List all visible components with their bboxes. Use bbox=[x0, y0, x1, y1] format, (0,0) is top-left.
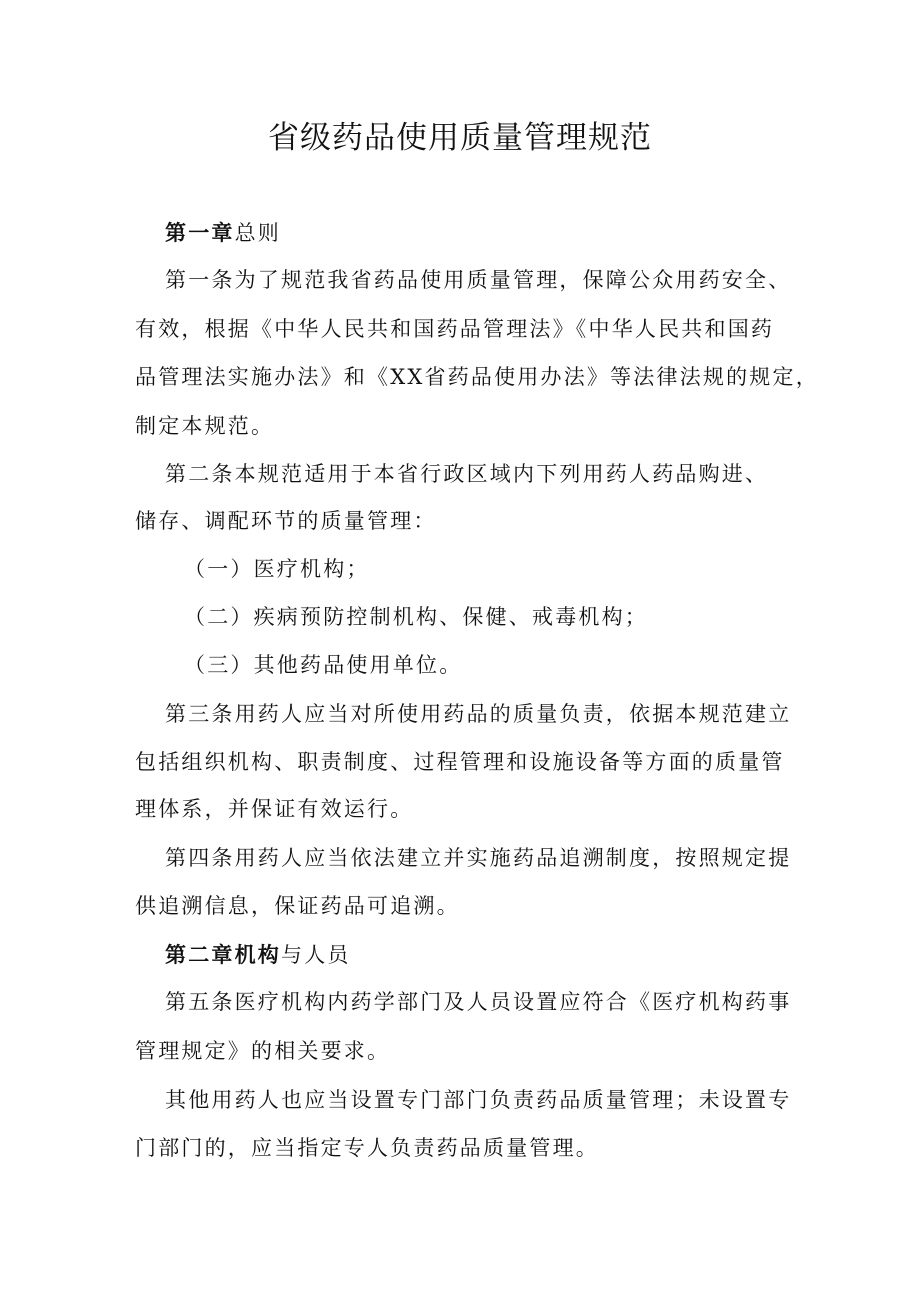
chapter1-heading bbox=[165, 222, 281, 244]
document-title: 省级药品使用质量管理规范 bbox=[268, 120, 652, 156]
para-other-line1: 其他用药人也应当设置专门部门负责药品质量管理；未设置专 bbox=[165, 1088, 792, 1112]
chapter2-heading bbox=[165, 944, 351, 966]
article1-line1: 第一条为了规范我省药品使用质量管理，保障公众用药安全、 bbox=[165, 268, 792, 292]
chapter1-heading-rest: 总则 bbox=[234, 221, 282, 245]
para-other-line2: 门部门的，应当指定专人负责药品质量管理。 bbox=[135, 1136, 599, 1160]
article2-item1: （一）医疗机构； bbox=[184, 557, 370, 581]
article2-line2: 储存、调配环节的质量管理： bbox=[135, 509, 437, 533]
article5-line1: 第五条医疗机构内药学部门及人员设置应符合《医疗机构药事 bbox=[165, 990, 792, 1014]
chapter1-heading-bold: 第一章 bbox=[165, 220, 235, 245]
article3-line1: 第三条用药人应当对所使用药品的质量负责，依据本规范建立 bbox=[165, 702, 792, 726]
article2-item2: （二）疾病预防控制机构、保健、戒毒机构； bbox=[184, 605, 648, 629]
article4-line2: 供追溯信息，保证药品可追溯。 bbox=[135, 894, 460, 918]
article3-line2: 包括组织机构、职责制度、过程管理和设施设备等方面的质量管 bbox=[135, 750, 785, 774]
chapter2-heading-bold: 第二章机构 bbox=[165, 942, 281, 967]
article5-line2: 管理规定》的相关要求。 bbox=[135, 1039, 391, 1063]
chapter2-heading-rest: 与人员 bbox=[281, 943, 351, 967]
article1-line2: 有效，根据《中华人民共和国药品管理法》《中华人民共和国药 bbox=[135, 317, 775, 341]
article2-item3: （三）其他药品使用单位。 bbox=[184, 653, 463, 677]
article2-line1: 第二条本规范适用于本省行政区域内下列用药人药品购进、 bbox=[165, 462, 769, 486]
article1-line4: 制定本规范。 bbox=[135, 414, 275, 438]
article1-line3: 品管理法实施办法》和《XX省药品使用办法》等法律法规的规定， bbox=[135, 365, 819, 389]
article4-line1: 第四条用药人应当依法建立并实施药品追溯制度，按照规定提 bbox=[165, 846, 792, 870]
article3-line3: 理体系，并保证有效运行。 bbox=[135, 797, 414, 821]
